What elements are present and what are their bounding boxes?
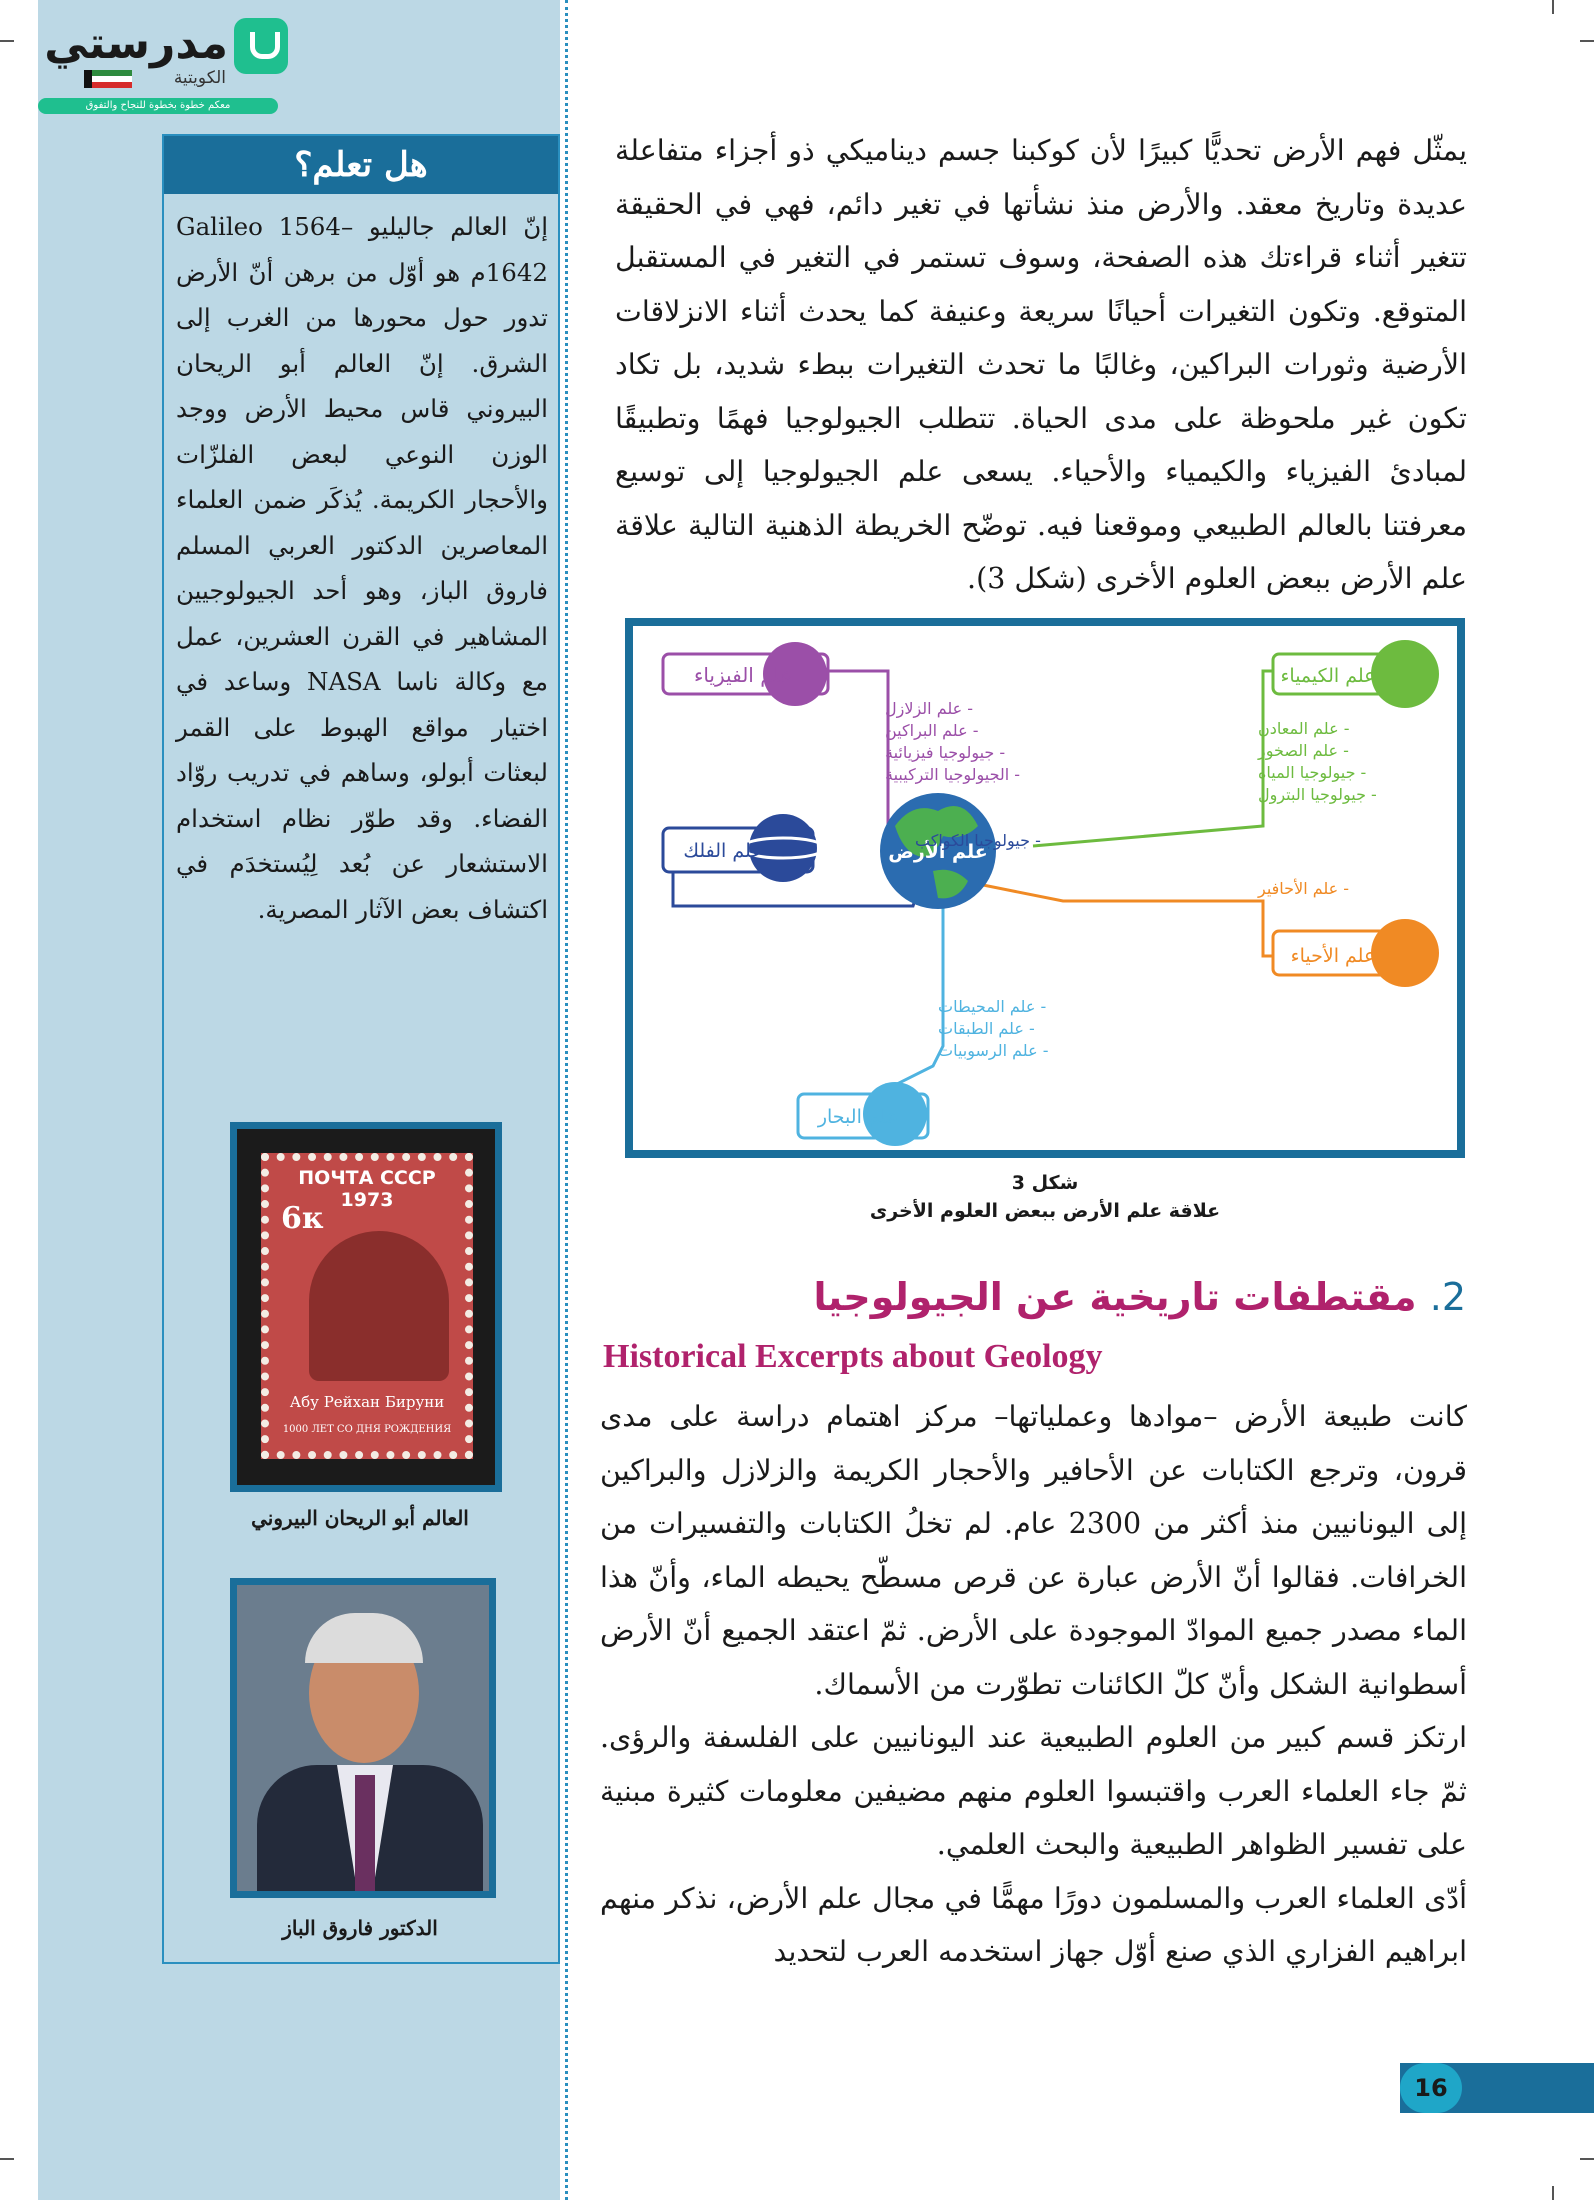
column-divider — [565, 0, 568, 2200]
oceans-item: - علم الطبقات — [938, 1019, 1035, 1038]
crop-mark — [1552, 2186, 1554, 2200]
mind-map-center-label: علم الأرض — [888, 841, 988, 863]
astronomy-node-label: علم الفلك — [683, 840, 763, 862]
chemistry-flask-icon — [1371, 640, 1439, 708]
physics-item: - علم الزلازل — [885, 699, 974, 718]
logo-tagline: معكم خطوة بخطوة للنجاح والتفوق — [38, 98, 278, 114]
did-you-know-title: هل تعلم؟ — [164, 136, 558, 194]
biology-item: - علم الأحافير — [1258, 879, 1350, 898]
stamp-sub-text: 1000 ЛЕТ СО ДНЯ РОЖДЕНИЯ — [282, 1424, 452, 1435]
oceans-item: - علم المحيطات — [938, 997, 1047, 1016]
stamp-value: 6к — [281, 1201, 324, 1236]
page-number: 16 — [1400, 2063, 1462, 2113]
intro-paragraph: يمثّل فهم الأرض تحديًّا كبيرًا لأن كوكبنا جسم ديناميكي ذو أجزاء متفاعلة عديدة وتاريخ معقد. والأرض منذ نشأتها في تغير دائم، فهي في الحقيقة تتغير أثناء قراءتك هذه الصفحة، وسوف تستمر في التغير في المستقبل المتوقع. وتكون التغيرات أحيانًا سريعة وعنيفة كما يحدث أثناء الانزلاقات الأرضية وثورات البراكين، وغالبًا ما تحدث التغيرات ببطء شديد، بل تكاد تكون غير ملحوظة على مدى الحياة. تتطلب الجيولوجيا فهمًا وتطبيقًا لمبادئ الفيزياء والكيمياء والأحياء. يسعى علم الجيولوجيا إلى توسيع معرفتنا بالعالم الطبيعي وموقعنا فيه. توضّح الخريطة الذهنية التالية علاقة علم الأرض ببعض العلوم الأخرى (شكل 3). — [615, 134, 1467, 595]
stamp-top-text: ПОЧТА СССР 1973 — [298, 1167, 436, 1211]
stamp-caption: العالم أبو الريحان البيروني — [251, 1506, 469, 1530]
biology-node-label: علم الأحياء — [1290, 945, 1376, 967]
chemistry-item: - جيولوجيا البترول — [1258, 785, 1377, 804]
crop-mark — [1580, 2158, 1594, 2160]
astronomy-item: - جيولوجيا الكواكب — [915, 831, 1041, 850]
mind-map-figure — [625, 618, 1465, 1158]
biology-cell-icon — [1371, 919, 1439, 987]
section-paragraph: أدّى العلماء العرب والمسلمون دورًا مهمًّا في مجال علم الأرض، نذكر منهم ابراهيم الفزاري الذي صنع أوّل جهاز استخدمه العرب لتحديد — [600, 1881, 1467, 1968]
section-paragraph: ارتكز قسم كبير من العلوم الطبيعية عند اليونانيين على الفلسفة والرؤى. ثمّ جاء العلماء العرب واقتبسوا العلوم منهم مضيفين معلومات كثيرة مبنية على تفسير الظواهر الطبيعية والبحث العلمي. — [600, 1721, 1467, 1861]
site-logo[interactable] — [38, 18, 288, 118]
logo-name: مدرستي — [44, 18, 228, 69]
portrait-hair — [305, 1613, 423, 1663]
section-paragraph: كانت طبيعة الأرض –موادها وعملياتها– مركز اهتمام دراسة على مدى قرون، وترجع الكتابات عن الأحافير والأحجار الكريمة والزلازل والبراكين إلى اليونانيين منذ أكثر من 2300 عام. لم تخلُ الكتابات والتفسيرات من الخرافات. فقالوا أنّ الأرض عبارة عن قرص مسطّح يحيطه الماء، وأنّ هذا الماء مصدر جميع الموادّ الموجودة على الأرض. ثمّ اعتقد الجميع أنّ الأرض أسطوانية الشكل وأنّ كلّ الكائنات تطوّرت من الأسماك. — [600, 1400, 1467, 1701]
logo-mark-icon — [234, 18, 288, 74]
chemistry-item: - علم الصخور — [1258, 741, 1349, 760]
portrait-caption: الدكتور فاروق الباز — [282, 1916, 438, 1940]
chemistry-item: - جيولوجيا المياه — [1258, 763, 1367, 782]
biruni-stamp-image — [230, 1122, 502, 1492]
portrait-tie — [355, 1775, 375, 1895]
physics-item: - جيولوجيا فيزيائية — [885, 743, 1006, 762]
farouk-el-baz-portrait — [230, 1578, 496, 1898]
stamp-name-text: Абу Рейхан Бируни — [289, 1393, 445, 1411]
figure-number: شكل 3 — [1011, 1172, 1079, 1194]
crop-mark — [0, 40, 14, 42]
section-title-ar — [740, 1275, 1466, 1319]
physics-item: - علم البراكين — [885, 721, 979, 740]
oceans-branch — [803, 896, 943, 1116]
physics-node-label: علم الفيزياء — [693, 663, 793, 687]
crop-mark — [1552, 0, 1554, 14]
section-body — [600, 1390, 1467, 1979]
logo-subtitle: الكويتية — [173, 68, 226, 88]
kuwait-flag-icon — [84, 70, 132, 88]
oceans-node-label: علم البحار — [817, 1106, 899, 1128]
chemistry-node-label: علم الكيمياء — [1280, 665, 1376, 687]
chemistry-item: - علم المعادن — [1258, 719, 1350, 738]
stamp-face — [261, 1153, 473, 1459]
did-you-know-text: إنّ العالم جاليليو Galileo 1564–1642م هو أوّل من برهن أنّ الأرض تدور حول محورها من الغرب إلى الشرق. إنّ العالم أبو الريحان البيروني قاس محيط الأرض ووجد الوزن النوعي لبعض الفلزّات والأحجار الكريمة. يُذكَر ضمن العلماء المعاصرين الدكتور العربي المسلم فاروق الباز، وهو أحد الجيولوجيين المشاهير في القرن العشرين، عمل مع وكالة ناسا NASA وساعد في اختيار مواقع الهبوط على القمر لبعثات أبولو، وساهم في تدريب روّاد الفضاء. وقد طوّر نظام استخدام الاستشعار عن بُعد لِيُستخدَم في اكتشاف بعض الآثار المصرية. — [176, 212, 548, 924]
oceans-item: - علم الرسوبيات — [938, 1041, 1049, 1060]
section-title-en: Historical Excerpts about Geology — [603, 1338, 1103, 1375]
stamp-portrait-figure — [309, 1231, 449, 1381]
page-number-bar — [1400, 2063, 1594, 2113]
section-title-text: مقتطفات تاريخية عن الجيولوجيا — [813, 1275, 1417, 1319]
crop-mark — [0, 2158, 14, 2160]
figure-caption: علاقة علم الأرض ببعض العلوم الأخرى — [869, 1200, 1221, 1222]
section-number: 2. — [1429, 1275, 1466, 1319]
physics-item: - الجيولوجيا التركيبية — [885, 765, 1021, 784]
crop-mark — [1580, 40, 1594, 42]
